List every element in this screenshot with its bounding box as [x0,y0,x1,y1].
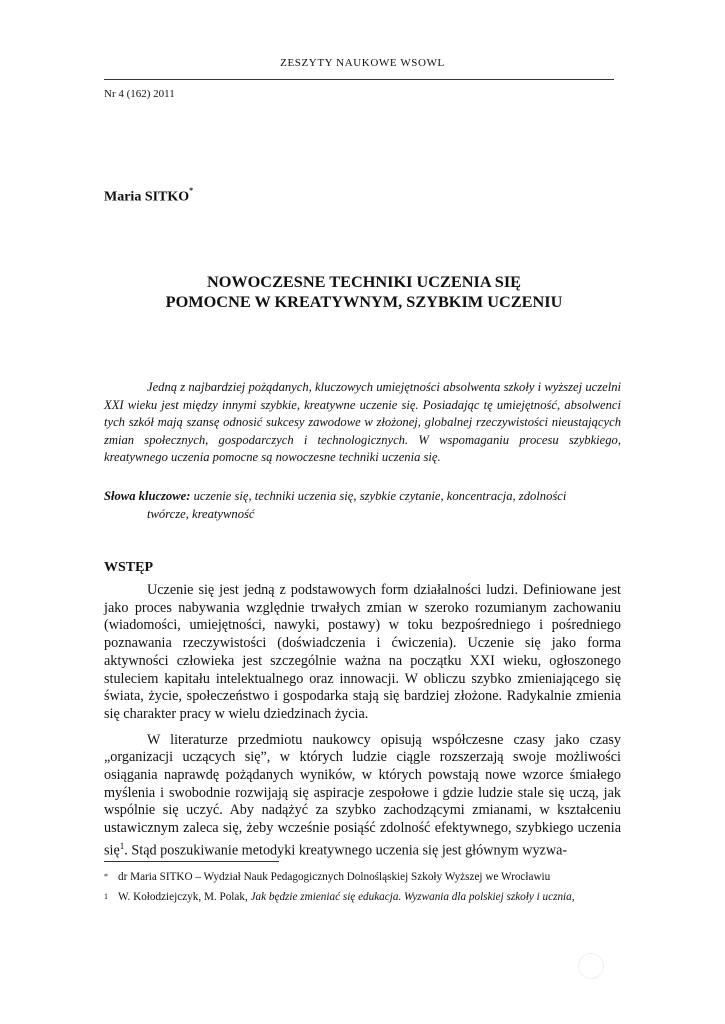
body-paragraph-1: Uczenie się jest jedną z podstawowych form działalności ludzi. Definiowane jest jako proces nabywania względnie trwałych zmian w szeroko rozumianym zachowaniu (wiadomości, umiejętności, nawyki, postawy) w toku bezpośredniego i pośredniego poznawania rzeczywistości (doświadczenia i ćwiczenia). Uczenie się jako forma aktywności człowieka jest szczególnie ważna na początku XXI wieku, ogłoszonego stuleciem kapitału intelektualnego oraz innowacji. W obliczu szybko zmieniającego się świata, życie, społeczeństwo i gospodarka stają się bardziej złożone. Radykalnie zmienia się charakter pracy w wielu dziedzinach życia. [104,582,621,722]
body-text [104,582,621,868]
keywords-label: Słowa kluczowe: [104,489,191,503]
footnote-mark: 1 [104,892,108,901]
paper-title [104,272,624,312]
title-line-2: POMOCNE W KREATYWNYM, SZYBKIM UCZENIU [165,292,563,311]
footnote-text: dr Maria SITKO – Wydział Nauk Pedagogicznych Dolnośląskiej Szkoły Wyższej we Wrocławiu [118,871,551,883]
body-paragraph-2-tail: . Stąd poszukiwanie metodyki kreatywnego uczenia się jest głównym wyzwa- [124,842,568,859]
author-line [104,188,193,206]
journal-running-head: ZESZYTY NAUKOWE WSOWL [280,57,445,69]
title-line-1: NOWOCZESNE TECHNIKI UCZENIA SIĘ [206,272,522,291]
keywords [104,488,621,523]
header-rule [104,79,614,80]
footnote-rule [104,861,279,862]
abstract: Jedną z najbardziej pożądanych, kluczowych umiejętności absolwenta szkoły i wyższej uczelni XXI wieku jest między innymi szybkie, kreatywne uczenie się. Posiadając tę umiejętność, absolwenci tych szkół mają szansę odnosić sukcesy zawodowe w złożonej, globalnej rzeczywistości nieustających zmian społecznych, gospodarczych i technologicznych. W wspomaganiu procesu szybkiego, kreatywnego uczenia pomocne są nowoczesne techniki uczenia się. [104,380,621,464]
keywords-text-continued: twórcze, kreatywność [147,506,255,521]
author-footnote-marker: * [189,186,194,195]
section-heading: WSTĘP [104,560,154,575]
footnote-mark: * [104,872,108,881]
keywords-text: uczenie się, techniki uczenia się, szybkie czytanie, koncentracja, zdolności [193,489,567,503]
author-name: Maria SITKO [104,189,190,205]
footnote-italic-title: Jak będzie zmieniać się edukacja. Wyzwania dla polskiej szkoły i ucznia, [250,891,575,903]
footnote-text: W. Kołodziejczyk, M. Polak, [118,891,248,903]
watermark-seal-icon [578,953,604,979]
footnote-ref-1: 1 [119,840,125,851]
body-paragraph-2-text: W literaturze przedmiotu naukowcy opisują współczesne czasy jako czasy „organizacji uczących się”, w których ludzie ciągle rozszerzają swoje możliwości osiągania naprawdę pożądanych wyników, w których powstają nowe wzorce śmiałego myślenia i swobodnie rozwijają się aspiracje zespołowe i gdzie ludzie stale się uczą, jak wspólnie się uczyć. Aby nadążyć za szybko zachodzącymi zmianami, w kształceniu ustawicznym zaleca się, żeby wcześnie posiąść zdolność efektywnego, szybkiego uczenia się [104,731,621,859]
issue-number: Nr 4 (162) 2011 [104,88,175,100]
footnote-author [104,870,624,884]
body-paragraph-2 [104,732,621,861]
footnote-1 [104,890,624,904]
